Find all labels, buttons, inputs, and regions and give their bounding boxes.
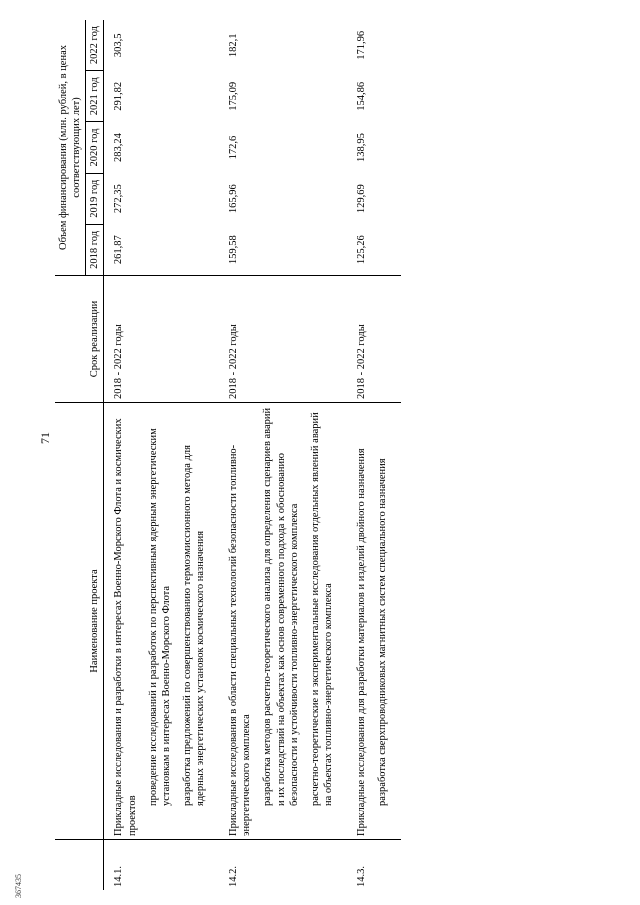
row-value: 172,6 (228, 135, 240, 160)
header-year: 2021 год (86, 71, 104, 122)
header-project-name: Наименование проекта (55, 403, 104, 840)
row-value: 165,96 (228, 184, 240, 214)
row-value: 154,86 (356, 81, 367, 111)
header-year: 2020 год (86, 122, 104, 173)
header-year: 2022 год (86, 20, 104, 71)
row-project (104, 403, 219, 840)
row-period: 2018 - 2022 годы (219, 276, 347, 403)
financing-table (55, 20, 401, 890)
header-volume: Объем финансирования (млн. рублей, в ценах соответствующих лет) (55, 20, 86, 276)
row-value: 138,95 (356, 133, 367, 162)
header-period: Срок реализации (55, 276, 104, 403)
row-value: 291,82 (113, 81, 125, 111)
row-period: 2018 - 2022 годы (347, 276, 401, 403)
document-code: 367435 (14, 874, 23, 898)
rotated-table-container (55, 20, 625, 890)
project-subitem: разработка предложений по совершенствованию термоэмиссионного метода для ядерных энергетических установок космического назначения (181, 445, 206, 806)
row-value: 261,87 (113, 235, 125, 265)
header-id (55, 840, 104, 891)
project-subitem: разработка методов расчетно-теоретического анализа для определения сценариев аварий и их последствий на объектах как основ современного подхода к обоснованию безопасности и устойчивости топливно-энергетического комплекса (262, 407, 300, 806)
row-value: 175,09 (228, 81, 240, 111)
row-value: 182,1 (228, 33, 240, 58)
row-value: 171,96 (356, 30, 367, 60)
row-value: 303,5 (113, 33, 125, 58)
project-subitem: разработка сверхпроводниковых магнитных систем специального назначения (377, 458, 389, 806)
header-year: 2019 год (86, 173, 104, 224)
row-value: 283,24 (113, 133, 125, 162)
row-project (219, 403, 347, 840)
row-id: 14.2. (219, 840, 347, 891)
project-subitem: расчетно-теоретические и экспериментальные исследования отдельных явлений аварий на объектах топливно-энергетического комплекса (309, 412, 334, 806)
header-year: 2018 год (86, 224, 104, 275)
row-id: 14.1. (104, 840, 219, 891)
row-value: 129,69 (356, 184, 367, 214)
row-period: 2018 - 2022 годы (104, 276, 219, 403)
project-title: Прикладные исследования для разработки материалов и изделий двойного назначения (356, 448, 367, 836)
project-title: Прикладные исследования в области специальных технологий безопасности топливно-энергетического комплекса (228, 444, 253, 836)
table-row (347, 20, 401, 890)
project-subitem: проведение исследований и разработок по перспективным ядерным энергетическим установкам в интересах Военно-Морского Флота (147, 428, 172, 806)
row-value: 272,35 (113, 184, 125, 214)
row-value: 125,26 (356, 235, 367, 265)
project-title: Прикладные исследования и разработки в интересах Военно-Морского Флота и космических проектов (113, 418, 138, 836)
table-row (219, 20, 347, 890)
row-project (347, 403, 401, 840)
row-id: 14.3. (347, 840, 401, 891)
page-number: 71 (38, 432, 52, 444)
row-value: 159,58 (228, 235, 240, 265)
table-row (104, 20, 219, 890)
